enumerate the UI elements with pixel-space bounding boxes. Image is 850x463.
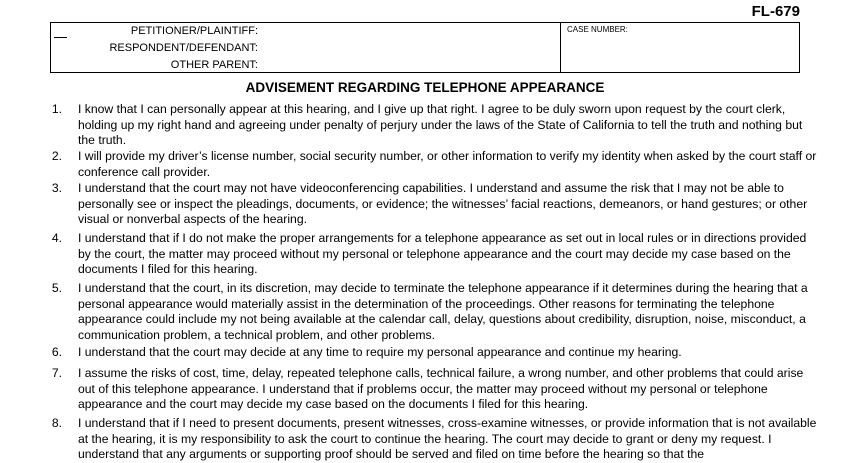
petitioner-label: PETITIONER/PLAINTIFF:	[130, 25, 258, 37]
item-number: 4.	[51, 231, 62, 245]
item-text: I know that I can personally appear at this hearing, and I give up that right. I agree to be duly sworn upon request by the court clerk, holding up my right hand and agreeing under penalty of perjury under the laws of the State of California to tell the truth and nothing but the truth.	[78, 102, 803, 147]
item-number: 1.	[51, 102, 62, 116]
item-text: I understand that if I need to present documents, present witnesses, cross-examine witnesses, or provide information that is not available at the hearing, it is my responsibility to ask the court to continue the hearing. The court may decide to grant or deny my request. I understand that any arguments or supporting proof should be served and filed on time before the hearing so that the	[78, 416, 817, 461]
item-number: 7.	[51, 366, 62, 380]
document-title: ADVISEMENT REGARDING TELEPHONE APPEARANCE	[245, 80, 605, 95]
item-number: 3.	[51, 181, 62, 195]
item-text: I will provide my driver’s license number, social security number, or other information to verify my identity when asked by the court staff or conference call provider.	[78, 149, 817, 179]
case-caption-box	[50, 22, 800, 73]
item-number: 5.	[51, 281, 62, 295]
case-number-label: CASE NUMBER:	[567, 25, 628, 34]
item-text: I understand that the court may not have videoconferencing capabilities. I understand and assume the risk that I may not be able to personally see or inspect the pleadings, documents, or evidence; the witnesses’ facial reactions, demeanors, or hand gestures; or other visual or nonverbal aspects of the hearing.	[78, 181, 808, 226]
caption-tick-mark	[54, 37, 67, 38]
party-names-area	[51, 23, 561, 72]
other-parent-label: OTHER PARENT:	[170, 59, 258, 71]
item-text: I assume the risks of cost, time, delay, repeated telephone calls, technical failure, a wrong number, and other problems that could arise out of this telephone appearance. I understand that if problems occur, the matter may proceed without my personal or telephone appearance and the court may decide my case based on the documents I filed for this hearing.	[78, 366, 804, 411]
item-number: 2.	[51, 149, 62, 163]
respondent-label: RESPONDENT/DEFENDANT:	[109, 42, 258, 54]
item-text: I understand that the court, in its discretion, may decide to terminate the telephone appearance if it determines during the hearing that a personal appearance would materially assist in the determination of the proceedings. Other reasons for terminating the telephone appearance could include my not being available at the calendar call, delay, questions about credibility, disruption, noise, misconduct, a communication problem, a technical problem, and other problems.	[78, 281, 808, 342]
item-number: 8.	[51, 416, 62, 430]
form-number: FL-679	[751, 3, 800, 20]
item-text: I understand that the court may decide at any time to require my personal appearance and continue my hearing.	[78, 345, 682, 359]
item-number: 6.	[51, 345, 62, 359]
item-text: I understand that if I do not make the proper arrangements for a telephone appearance as set out in local rules or in directions provided by the court, the matter may proceed without my personal or telephone appearance and the court may decide my case based on the documents I filed for this hearing.	[78, 231, 807, 276]
